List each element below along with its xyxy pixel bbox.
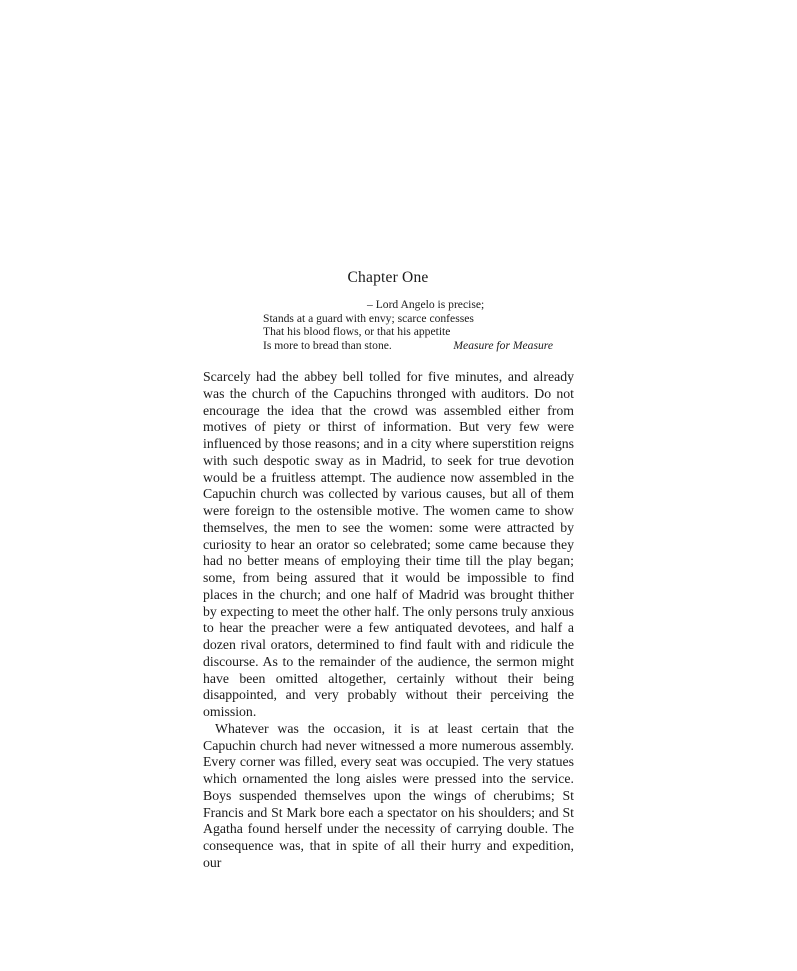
epigraph-final-line xyxy=(263,339,553,353)
body-paragraph: Whatever was the occasion, it is at least certain that the Capuchin church had never witnessed a more numerous assembly. Every corner was filled, every seat was occupied. The very statues which ornamented the long aisles were pressed into the service. Boys suspended themselves upon the wings of cherubims; St Francis and St Mark bore each a spectator on his shoulders; and St Agatha found herself under the necessity of carrying double. The consequence was, that in spite of all their hurry and expedition, our xyxy=(203,720,574,870)
epigraph-line: Stands at a guard with envy; scarce confesses xyxy=(263,311,474,325)
body-paragraph: Scarcely had the abbey bell tolled for five minutes, and already was the church of the Capuchins thronged with auditors. Do not encourage the idea that the crowd was assembled either from motives of piety or thirst of information. But very few were influenced by those reasons; and in a city where superstition reigns with such despotic sway as in Madrid, to seek for true devotion would be a fruitless attempt. The audience now assembled in the Capuchin church was collected by various causes, but all of them were foreign to the ostensible motive. The women came to show themselves, the men to see the women: some were attracted by curiosity to hear an orator so celebrated; some came because they had no better means of employing their time till the play began; some, from being assured that it would be impossible to find places in the church; and one half of Madrid was brought thither by expecting to meet the other half. The only persons truly anxious to hear the preacher were a few antiquated devotees, and half a dozen rival orators, determined to find fault with and ridicule the discourse. As to the remainder of the audience, the sermon might have been omitted altogether, certainly without their being disappointed, and very probably without their perceiving the omission. xyxy=(203,369,574,719)
chapter-body xyxy=(203,369,574,872)
epigraph-source: Measure for Measure xyxy=(453,338,553,352)
epigraph xyxy=(263,298,553,352)
epigraph-line: – Lord Angelo is precise; xyxy=(367,298,485,311)
chapter-title: Chapter One xyxy=(347,269,429,286)
epigraph-line: That his blood flows, or that his appetite xyxy=(263,325,451,339)
epigraph-line: Is more to bread than stone. xyxy=(263,338,392,352)
